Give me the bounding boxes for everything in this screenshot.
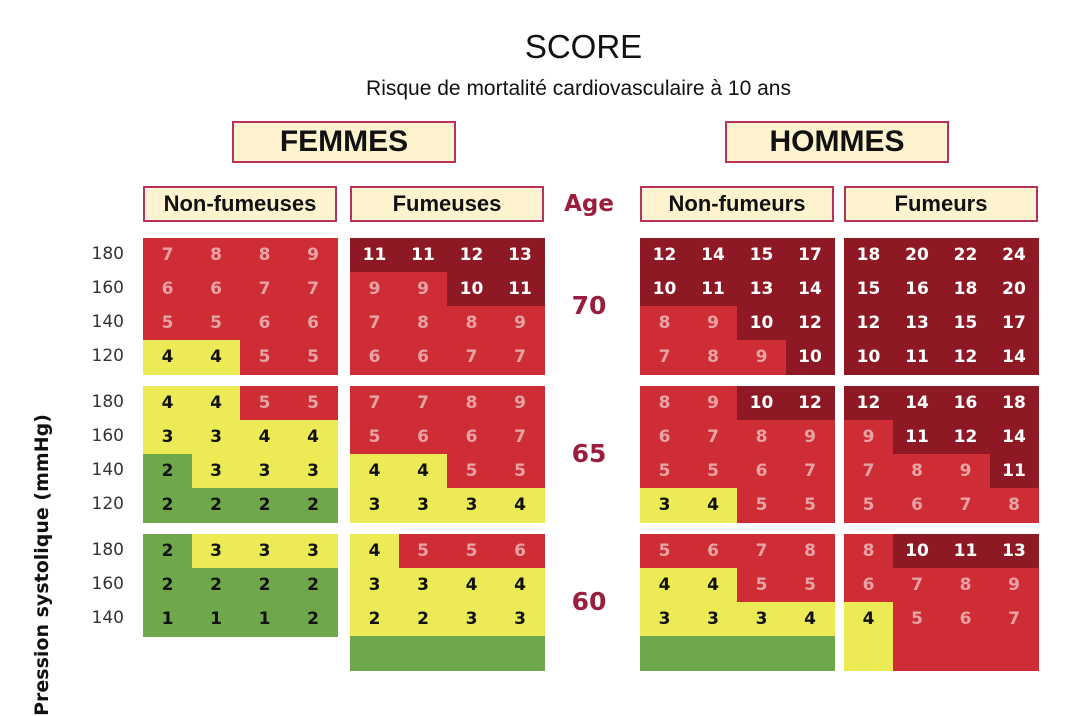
risk-cell: 4: [143, 340, 192, 375]
risk-cell: 5: [240, 386, 289, 421]
risk-cell: 2: [192, 568, 241, 603]
risk-cell: 13: [893, 306, 942, 341]
risk-cell: 15: [737, 238, 786, 273]
risk-cell: 17: [786, 238, 835, 273]
risk-cell: 6: [192, 272, 241, 307]
risk-cell: 10: [640, 272, 689, 307]
risk-cell: 2: [289, 602, 338, 637]
risk-cell: 8: [447, 386, 496, 421]
risk-cell: 15: [844, 272, 893, 307]
risk-cell: 11: [893, 420, 942, 455]
risk-cell: 5: [640, 534, 689, 569]
age-label-70: 70: [571, 291, 607, 320]
chart-title: SCORE: [524, 28, 643, 65]
risk-cell: 6: [640, 420, 689, 455]
bp-tick-label: 180: [91, 244, 124, 264]
risk-cell: 8: [640, 386, 689, 421]
risk-cell: 7: [447, 340, 496, 375]
sex-header-femmes: FEMMES: [232, 121, 456, 163]
risk-cell: 5: [496, 454, 545, 489]
bp-tick-label: 140: [91, 608, 124, 628]
risk-cell: 6: [399, 340, 448, 375]
risk-cell: 3: [289, 454, 338, 489]
risk-cell: 4: [143, 386, 192, 421]
risk-cell: 2: [289, 568, 338, 603]
risk-cell: 12: [786, 386, 835, 421]
risk-cell: 6: [496, 534, 545, 569]
risk-cell: 4: [240, 420, 289, 455]
risk-cell: 3: [240, 454, 289, 489]
bp-tick-label: 180: [91, 540, 124, 560]
risk-cell: 3: [640, 602, 689, 637]
risk-cell: 2: [289, 488, 338, 523]
risk-cell: 4: [496, 568, 545, 603]
risk-cell: 7: [240, 272, 289, 307]
risk-cell: 3: [289, 534, 338, 569]
bp-tick-label: 120: [91, 346, 124, 366]
risk-cell: 5: [737, 488, 786, 523]
bp-tick-label: 140: [91, 460, 124, 480]
risk-cell: 6: [143, 272, 192, 307]
risk-cell: 4: [689, 568, 738, 603]
risk-cell: 4: [289, 420, 338, 455]
risk-cell: 10: [893, 534, 942, 569]
risk-cell: 17: [990, 306, 1039, 341]
risk-cell: 7: [941, 488, 990, 523]
group-header-fumeuses: Fumeuses: [350, 186, 544, 222]
risk-cell: 9: [496, 386, 545, 421]
risk-cell: 5: [737, 568, 786, 603]
risk-cell: 3: [240, 534, 289, 569]
risk-cell: 20: [990, 272, 1039, 307]
risk-cell: 7: [786, 454, 835, 489]
risk-cell: 7: [350, 386, 399, 421]
risk-cell: 13: [737, 272, 786, 307]
risk-cell: [350, 636, 399, 671]
risk-cell: 3: [496, 602, 545, 637]
risk-cell: 4: [399, 454, 448, 489]
bp-tick-label: 140: [91, 312, 124, 332]
risk-cell: 4: [786, 602, 835, 637]
risk-cell: 7: [893, 568, 942, 603]
risk-cell: 24: [990, 238, 1039, 273]
risk-cell: 3: [192, 534, 241, 569]
risk-cell: 11: [496, 272, 545, 307]
bp-tick-label: 180: [91, 392, 124, 412]
risk-cell: 12: [844, 306, 893, 341]
risk-cell: 2: [192, 488, 241, 523]
risk-cell: 5: [399, 534, 448, 569]
risk-cell: 2: [240, 488, 289, 523]
risk-cell: 3: [399, 568, 448, 603]
risk-cell: 4: [640, 568, 689, 603]
risk-cell: 5: [786, 568, 835, 603]
risk-cell: 10: [844, 340, 893, 375]
risk-cell: 8: [399, 306, 448, 341]
risk-cell: 3: [447, 488, 496, 523]
risk-cell: 8: [786, 534, 835, 569]
risk-cell: 5: [289, 340, 338, 375]
sex-header-hommes: HOMMES: [725, 121, 949, 163]
risk-cell: 14: [689, 238, 738, 273]
risk-cell: 13: [990, 534, 1039, 569]
risk-cell: 18: [941, 272, 990, 307]
risk-cell: [640, 636, 689, 671]
risk-cell: 1: [143, 602, 192, 637]
risk-cell: 8: [640, 306, 689, 341]
group-header-fumeurs: Fumeurs: [844, 186, 1038, 222]
risk-cell: 5: [289, 386, 338, 421]
risk-cell: 5: [447, 454, 496, 489]
risk-cell: 3: [447, 602, 496, 637]
risk-cell: 9: [689, 306, 738, 341]
risk-cell: 11: [941, 534, 990, 569]
risk-cell: [689, 636, 738, 671]
risk-cell: 4: [350, 534, 399, 569]
risk-cell: 4: [496, 488, 545, 523]
risk-cell: 6: [447, 420, 496, 455]
risk-cell: 11: [399, 238, 448, 273]
risk-cell: 4: [447, 568, 496, 603]
risk-cell: 6: [289, 306, 338, 341]
risk-cell: 3: [640, 488, 689, 523]
risk-cell: 18: [990, 386, 1039, 421]
risk-cell: 7: [350, 306, 399, 341]
risk-cell: 3: [143, 420, 192, 455]
risk-cell: 14: [990, 420, 1039, 455]
risk-cell: 7: [496, 420, 545, 455]
risk-cell: 9: [990, 568, 1039, 603]
risk-cell: [990, 636, 1039, 671]
group-header-non-fumeurs: Non-fumeurs: [640, 186, 834, 222]
risk-cell: 5: [786, 488, 835, 523]
risk-cell: 12: [786, 306, 835, 341]
y-axis-label-wrapper: [22, 414, 62, 716]
risk-cell: 3: [192, 420, 241, 455]
risk-cell: [447, 636, 496, 671]
risk-cell: 8: [844, 534, 893, 569]
risk-cell: 14: [786, 272, 835, 307]
risk-cell: 1: [192, 602, 241, 637]
risk-cell: 4: [689, 488, 738, 523]
risk-cell: 5: [893, 602, 942, 637]
risk-cell: 4: [350, 454, 399, 489]
risk-cell: 16: [941, 386, 990, 421]
risk-cell: 11: [350, 238, 399, 273]
risk-cell: 8: [447, 306, 496, 341]
age-label-65: 65: [571, 439, 607, 468]
risk-cell: 4: [844, 602, 893, 637]
risk-cell: 2: [143, 534, 192, 569]
risk-cell: 12: [941, 340, 990, 375]
risk-cell: 12: [640, 238, 689, 273]
risk-cell: 7: [143, 238, 192, 273]
risk-cell: 3: [399, 488, 448, 523]
risk-cell: 5: [844, 488, 893, 523]
risk-cell: 4: [192, 340, 241, 375]
risk-cell: 9: [941, 454, 990, 489]
risk-cell: 11: [893, 340, 942, 375]
risk-cell: 6: [893, 488, 942, 523]
group-header-non-fumeuses: Non-fumeuses: [143, 186, 337, 222]
risk-cell: [737, 636, 786, 671]
y-axis-label: Pression systolique (mmHg): [31, 414, 53, 716]
age-label-60: 60: [571, 587, 607, 616]
risk-cell: 8: [737, 420, 786, 455]
risk-cell: 8: [240, 238, 289, 273]
risk-cell: 10: [737, 386, 786, 421]
risk-cell: 11: [990, 454, 1039, 489]
risk-cell: 9: [399, 272, 448, 307]
chart-subtitle: Risque de mortalité cardiovasculaire à 10 ans: [366, 77, 791, 100]
risk-cell: 9: [786, 420, 835, 455]
risk-cell: 18: [844, 238, 893, 273]
risk-cell: 10: [447, 272, 496, 307]
risk-cell: 8: [893, 454, 942, 489]
risk-cell: 10: [737, 306, 786, 341]
risk-cell: 6: [941, 602, 990, 637]
risk-cell: 4: [192, 386, 241, 421]
risk-cell: [786, 636, 835, 671]
risk-cell: 8: [192, 238, 241, 273]
risk-cell: 9: [737, 340, 786, 375]
risk-cell: 10: [786, 340, 835, 375]
risk-cell: 7: [640, 340, 689, 375]
risk-cell: 5: [447, 534, 496, 569]
risk-cell: 7: [689, 420, 738, 455]
risk-cell: 3: [192, 454, 241, 489]
risk-cell: 12: [447, 238, 496, 273]
risk-cell: 8: [941, 568, 990, 603]
risk-cell: 12: [844, 386, 893, 421]
risk-cell: 22: [941, 238, 990, 273]
risk-cell: [844, 636, 893, 671]
risk-cell: 9: [496, 306, 545, 341]
risk-cell: [496, 636, 545, 671]
risk-cell: 7: [399, 386, 448, 421]
risk-cell: 12: [941, 420, 990, 455]
age-header: Age: [564, 191, 614, 217]
risk-cell: 3: [350, 568, 399, 603]
risk-cell: 6: [399, 420, 448, 455]
risk-cell: [893, 636, 942, 671]
risk-cell: 9: [289, 238, 338, 273]
risk-cell: 14: [990, 340, 1039, 375]
risk-cell: 2: [399, 602, 448, 637]
risk-cell: 2: [143, 454, 192, 489]
risk-cell: 6: [844, 568, 893, 603]
risk-cell: 7: [990, 602, 1039, 637]
risk-cell: 14: [893, 386, 942, 421]
risk-cell: 5: [350, 420, 399, 455]
risk-cell: 7: [496, 340, 545, 375]
risk-cell: 6: [737, 454, 786, 489]
risk-cell: 2: [350, 602, 399, 637]
bp-tick-label: 160: [91, 574, 124, 594]
risk-cell: 15: [941, 306, 990, 341]
bp-tick-label: 160: [91, 278, 124, 298]
risk-cell: 11: [689, 272, 738, 307]
risk-cell: 2: [143, 488, 192, 523]
risk-cell: [399, 636, 448, 671]
risk-cell: 5: [192, 306, 241, 341]
risk-cell: 6: [240, 306, 289, 341]
risk-cell: 5: [240, 340, 289, 375]
bp-tick-label: 120: [91, 494, 124, 514]
bp-tick-label: 160: [91, 426, 124, 446]
risk-cell: 5: [689, 454, 738, 489]
risk-cell: 5: [143, 306, 192, 341]
risk-cell: 6: [350, 340, 399, 375]
risk-cell: 2: [143, 568, 192, 603]
risk-cell: 20: [893, 238, 942, 273]
risk-cell: 3: [689, 602, 738, 637]
risk-cell: 3: [737, 602, 786, 637]
risk-cell: 9: [350, 272, 399, 307]
risk-cell: 3: [350, 488, 399, 523]
risk-cell: 7: [289, 272, 338, 307]
risk-cell: 9: [844, 420, 893, 455]
risk-cell: [941, 636, 990, 671]
risk-cell: 5: [640, 454, 689, 489]
risk-cell: 8: [990, 488, 1039, 523]
risk-cell: 13: [496, 238, 545, 273]
risk-cell: 1: [240, 602, 289, 637]
risk-cell: 6: [689, 534, 738, 569]
risk-cell: 7: [844, 454, 893, 489]
risk-cell: 16: [893, 272, 942, 307]
risk-cell: 9: [689, 386, 738, 421]
risk-cell: 7: [737, 534, 786, 569]
risk-cell: 2: [240, 568, 289, 603]
risk-cell: 8: [689, 340, 738, 375]
